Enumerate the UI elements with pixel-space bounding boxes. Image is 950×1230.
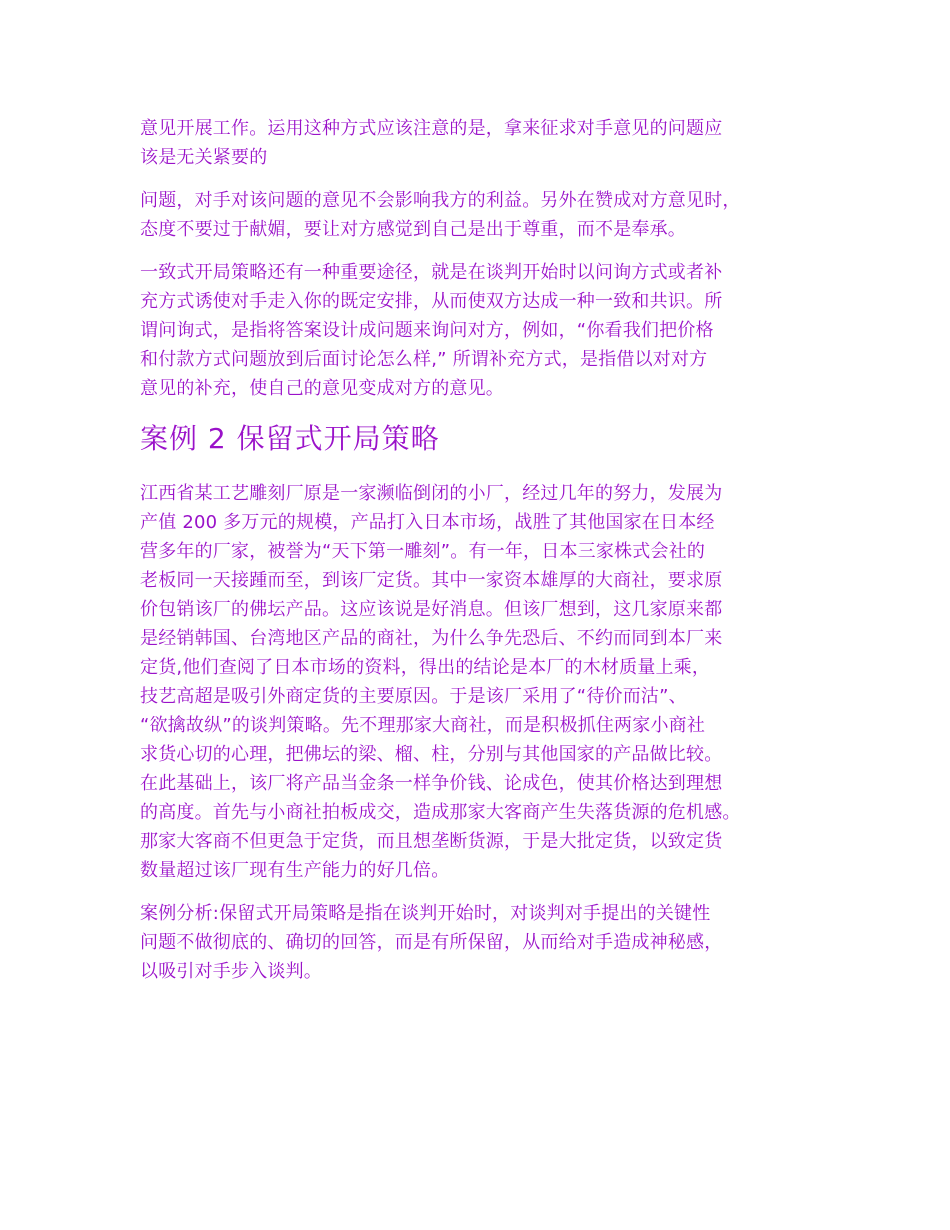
section-heading: 案例 2 保留式开局策略 [140, 422, 440, 455]
text-line: 意见的补充，使自己的意见变成对方的意见。 [140, 378, 504, 399]
paragraph-5 [140, 899, 840, 986]
text-line: 是经销韩国、台湾地区产品的商社，为什么争先恐后、不约而同到本厂来 [140, 628, 723, 649]
text-line: “欲擒故纵”的谈判策略。先不理那家大商社，而是积极抓住两家小商社 [140, 715, 706, 736]
text-line: 老板同一天接踵而至，到该厂定货。其中一家资本雄厚的大商社，要求原 [140, 570, 723, 591]
text-line: 问题不做彻底的、确切的回答，而是有所保留，从而给对手造成神秘感， [140, 932, 723, 953]
text-line: 营多年的厂家，被誉为“天下第一雕刻”。有一年，日本三家株式会社的 [140, 541, 706, 562]
text-line: 该是无关紧要的 [140, 147, 268, 168]
text-line: 问题，对手对该问题的意见不会影响我方的利益。另外在赞成对方意见时， [140, 190, 741, 211]
text-line: 价包销该厂的佛坛产品。这应该说是好消息。但该厂想到，这几家原来都 [140, 599, 723, 620]
text-line: 一致式开局策略还有一种重要途径，就是在谈判开始时以问询方式或者补 [140, 262, 723, 283]
text-line: 江西省某工艺雕刻厂原是一家濒临倒闭的小厂，经过几年的努力，发展为 [140, 483, 723, 504]
text-line: 案例分析:保留式开局策略是指在谈判开始时，对谈判对手提出的关键性 [140, 903, 711, 924]
text-line: 那家大客商不但更急于定货，而且想垄断货源，于是大批定货，以致定货 [140, 831, 723, 852]
paragraph-3 [140, 258, 840, 403]
text-line: 技艺高超是吸引外商定货的主要原因。于是该厂采用了“待价而沽”、 [140, 686, 687, 707]
document-page [140, 114, 840, 1000]
paragraph-2 [140, 186, 840, 244]
text-line: 定货,他们查阅了日本市场的资料，得出的结论是本厂的木材质量上乘， [140, 657, 711, 678]
text-line: 和付款方式问题放到后面讨论怎么样,” 所谓补充方式，是指借以对对方 [140, 349, 708, 370]
text-line: 谓问询式，是指将答案设计成问题来询问对方，例如，“你看我们把价格 [140, 320, 714, 341]
text-line: 态度不要过于献媚，要让对方感觉到自己是出于尊重，而不是奉承。 [140, 219, 686, 240]
text-line: 意见开展工作。运用这种方式应该注意的是，拿来征求对手意见的问题应 [140, 118, 723, 139]
text-line: 以吸引对手步入谈判。 [140, 961, 322, 982]
text-line: 产值 200 多万元的规模，产品打入日本市场，战胜了其他国家在日本经 [140, 512, 715, 533]
text-line: 数量超过该厂现有生产能力的好几倍。 [140, 860, 450, 881]
paragraph-1 [140, 114, 840, 172]
text-line: 充方式诱使对手走入你的既定安排，从而使双方达成一种一致和共识。所 [140, 291, 723, 312]
paragraph-4 [140, 479, 840, 885]
text-line: 在此基础上，该厂将产品当金条一样争价钱、论成色，使其价格达到理想 [140, 773, 723, 794]
text-line: 求货心切的心理，把佛坛的梁、榴、柱，分别与其他国家的产品做比较。 [140, 744, 723, 765]
text-line: 的高度。首先与小商社拍板成交，造成那家大客商产生失落货源的危机感。 [140, 802, 741, 823]
